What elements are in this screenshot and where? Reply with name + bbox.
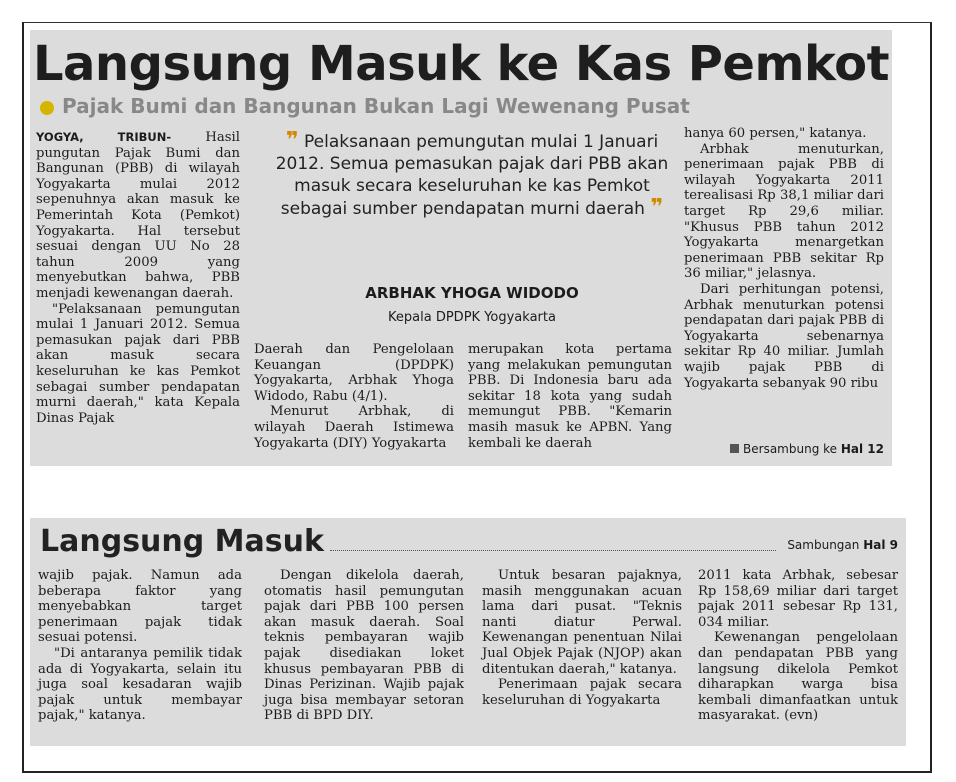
article-column-2 (254, 342, 454, 451)
paragraph: "Pelaksanaan pemungutan mulai 1 Januari 2012. Semua pemasukan pajak dari PBB akan masuk secara keseluruhan ke kas Pemkot sebagai sumber pendapatan murni daerah," kata Kepala Dinas Pajak (36, 301, 240, 426)
bullet-icon (40, 101, 54, 115)
paragraph: Daerah dan Pengelolaan Keuangan (DPDPK) Yogyakarta, Arbhak Yhoga Widodo, Rabu (4/1). (254, 342, 454, 404)
open-quote-icon: ❞ (285, 128, 299, 153)
continuation-headline: Langsung Masuk (40, 524, 324, 559)
paragraph: Dari perhitungan potensi, Arbhak menuturkan potensi pendapatan dari pajak PBB di Yogyakarta sebenarnya sekitar Rp 40 miliar. Jumlah wajib pajak PBB di Yogyakarta sebanyak 90 ribu (684, 281, 884, 391)
dotted-rule (330, 550, 776, 551)
paragraph: Menurut Arbhak, di wilayah Daerah Istimewa Yogyakarta (DIY) Yogyakarta (254, 404, 454, 451)
paragraph (36, 130, 240, 302)
article-clipping-continuation (30, 518, 906, 746)
pull-quote (262, 130, 682, 220)
dateline: YOGYA, TRIBUN- (36, 130, 172, 144)
pull-quote-text: Pelaksanaan pemungutan mulai 1 Januari 2012. Semua pemasukan pajak dari PBB akan masuk secara keseluruhan ke kas Pemkot sebagai sumber pendapatan murni daerah (275, 132, 669, 219)
square-bullet-icon (730, 444, 739, 453)
paragraph: Arbhak menuturkan, penerimaan pajak PBB di wilayah Yogyakarta 2011 terealisasi Rp 38,1 miliar dari target Rp 29,6 miliar. "Khusus PBB tahun 2012 Yogyakarta menargetkan penerimaan PBB sekitar Rp 36 miliar," jelasnya. (684, 141, 884, 282)
close-quote-icon: ❞ (650, 195, 664, 220)
continuation-column-4 (698, 568, 898, 724)
headline: Langsung Masuk ke Kas Pemkot (32, 36, 890, 92)
subheadline (40, 94, 690, 118)
continuation-column-2 (264, 568, 464, 724)
paragraph: hanya 60 persen," katanya. (684, 126, 867, 141)
paragraph: Untuk besaran pajaknya, masih menggunakan acuan lama dari pusat. "Teknis nanti diatur Perwal. Kewenangan penentuan Nilai Jual Objek Pajak (NJOP) akan ditentukan daerah," katanya. (482, 568, 682, 677)
article-clipping-main (30, 30, 892, 466)
paragraph: 2011 kata Arbhak, sebesar Rp 158,69 miliar dari target pajak 2011 sebesar Rp 131, 034 miliar. (698, 568, 898, 630)
article-column-4 (684, 126, 884, 391)
quote-speaker: ARBHAK YHOGA WIDODO (365, 284, 579, 302)
paragraph: merupakan kota pertama yang melakukan pemungutan PBB. Di Indonesia baru ada sekitar 18 kota yang sudah memungut PBB. "Kemarin masih masuk ke APBN. Yang kembali ke daerah (468, 342, 672, 451)
paragraph: Dengan dikelola daerah, otomatis hasil pemungutan pajak dari PBB 100 persen akan masuk daerah. Soal teknis pembayaran wajib pajak disediakan loket khusus pembayaran PBB di Dinas Perizinan. Wajib pajak juga bisa membayar setoran PBB di BPD DIY. (264, 568, 464, 724)
sambungan-label: Sambungan (787, 538, 860, 552)
continued-note (730, 442, 884, 456)
continuation-column-3 (482, 568, 682, 708)
quote-speaker-title: Kepala DPDPK Yogyakarta (388, 310, 556, 325)
article-column-3 (468, 342, 672, 451)
subheadline-text: Pajak Bumi dan Bangunan Bukan Lagi Wewenang Pusat (62, 94, 690, 118)
paragraph-text: Hasil pungutan Pajak Bumi dan Bangunan (PBB) di wilayah Yogyakarta mulai 2012 sepenuhnya akan masuk ke Pemerintah Kota (Pemkot) Yogyakarta. Hal tersebut sesuai dengan UU No 28 tahun 2009 yang menyebutkan bahwa, PBB menjadi kewenangan daerah. (36, 130, 240, 301)
article-column-1 (36, 130, 240, 426)
paragraph: "Di antaranya pemilik tidak ada di Yogyakarta, selain itu juga soal kesadaran wajib pajak untuk membayar pajak," katanya. (38, 645, 242, 724)
sambungan-note (787, 538, 898, 552)
paragraph: wajib pajak. Namun ada beberapa faktor yang menyebabkan target penerimaan pajak tidak sesuai potensi. (38, 568, 242, 646)
paragraph: Penerimaan pajak secara keseluruhan di Yogyakarta (482, 677, 682, 708)
continued-page: Hal 12 (840, 442, 884, 456)
continuation-column-1 (38, 568, 242, 724)
paragraph: Kewenangan pengelolaan dan pendapatan PBB yang langsung dikelola Pemkot diharapkan warga bisa kembali dimanfaatkan untuk masyarakat. (evn) (698, 630, 898, 724)
continued-label: Bersambung ke (743, 442, 838, 456)
sambungan-page: Hal 9 (863, 538, 898, 552)
